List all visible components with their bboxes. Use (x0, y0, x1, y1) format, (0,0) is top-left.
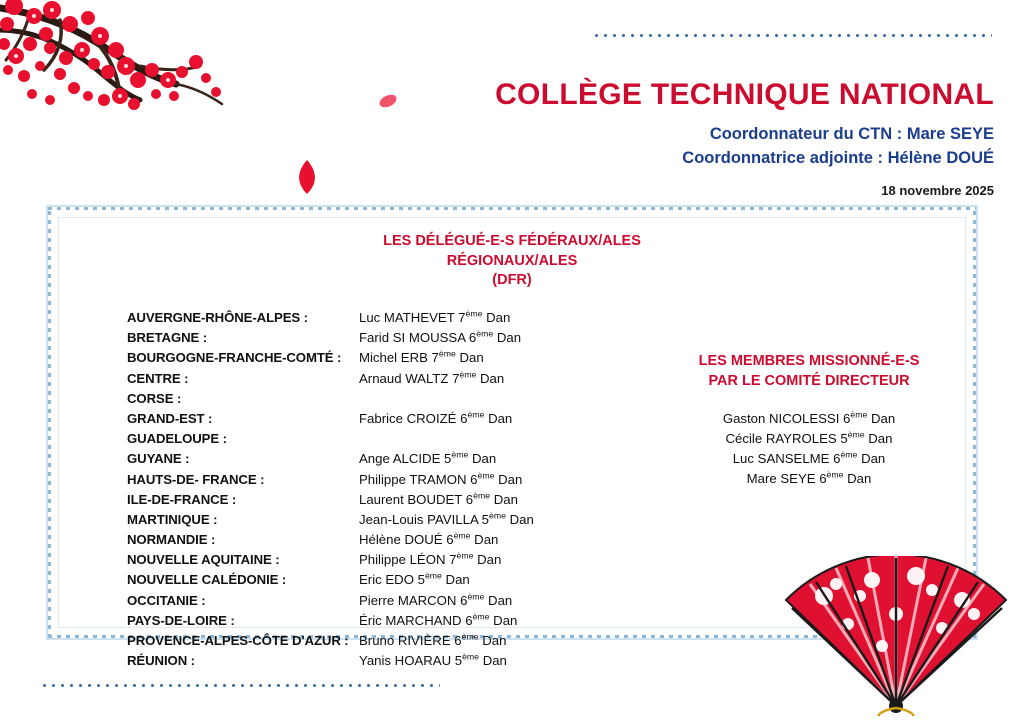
dfr-region: GRAND-EST : (127, 410, 213, 426)
dfr-name: Fabrice CROIZÉ 6ème Dan (359, 409, 513, 426)
deputy-coordinator-line: Coordonnatrice adjointe : Hélène DOUÉ (682, 148, 994, 167)
dfr-region: PROVENCE-ALPES-CÔTE D'AZUR : (127, 633, 349, 648)
coordinator-line: Coordonnateur du CTN : Mare SEYE (709, 125, 994, 143)
list-item (127, 593, 607, 613)
page-title: COLLÈGE TECHNIQUE NATIONAL (495, 78, 994, 111)
list-item (127, 310, 607, 330)
dfr-region: HAUTS-DE- FRANCE : (127, 471, 265, 487)
dfr-region: BOURGOGNE-FRANCHE-COMTÉ : (127, 350, 342, 366)
list-item (127, 633, 607, 653)
document-header (334, 78, 994, 198)
dfr-region: NORMANDIE : (127, 532, 216, 548)
dfr-name: Yanis HOARAU 5ème Dan (359, 651, 507, 669)
dfr-region: GUADELOUPE : (127, 431, 227, 447)
dfr-name: Ange ALCIDE 5ème Dan (359, 449, 497, 467)
dfr-heading-line-1: LES DÉLÉGUÉ-E-S FÉDÉRAUX/ALES (383, 233, 641, 249)
list-item (127, 472, 607, 492)
dfr-section-heading (59, 232, 965, 291)
dfr-region: RÉUNION : (127, 653, 195, 669)
dfr-name: Eric EDO 5ème Dan (359, 571, 470, 588)
dfr-region: NOUVELLE AQUITAINE : (127, 552, 280, 568)
dfr-region: NOUVELLE CALÉDONIE : (127, 572, 287, 588)
dfr-name: Michel ERB 7ème Dan (359, 348, 484, 366)
dfr-region: PAYS-DE-LOIRE : (127, 612, 235, 628)
blossom-centers (14, 8, 170, 98)
dfr-region: CORSE : (127, 390, 182, 406)
list-item (127, 552, 607, 572)
list-item (127, 613, 607, 633)
missioned-section-heading (659, 352, 959, 391)
dfr-heading-line-2: RÉGIONAUX/ALES (446, 252, 578, 269)
dfr-region: BRETAGNE : (127, 330, 208, 346)
list-item (127, 653, 607, 673)
cherry-blossom-branch-decoration (0, 0, 330, 180)
dfr-name: Laurent BOUDET 6ème Dan (359, 490, 518, 507)
list-item (127, 532, 607, 552)
dfr-name: Luc MATHEVET 7ème Dan (359, 308, 511, 325)
dotted-rule-top (592, 34, 992, 37)
missioned-members-section (659, 352, 959, 489)
content-panel (46, 205, 978, 669)
blossoms (0, 0, 221, 110)
branch-stems (0, 8, 222, 104)
dfr-name: Philippe LÉON 7ème Dan (359, 550, 502, 568)
dfr-name: Jean-Louis PAVILLA 5ème Dan (359, 510, 534, 527)
list-item: Cécile RAYROLES 5ème Dan (725, 429, 893, 447)
list-item (127, 512, 607, 532)
dfr-name: Philippe TRAMON 6ème Dan (359, 470, 523, 487)
dfr-list (127, 310, 607, 673)
list-item (127, 431, 607, 451)
list-item (127, 572, 607, 592)
list-item: Luc SANSELME 6ème Dan (732, 449, 886, 467)
list-item (127, 411, 607, 431)
list-item: Mare SEYE 6ème Dan (746, 469, 872, 487)
missioned-heading-line-1: LES MEMBRES MISSIONNÉ-E-S (698, 353, 920, 369)
list-item (127, 350, 607, 370)
list-item (127, 330, 607, 350)
document-date: 18 novembre 2025 (881, 182, 994, 198)
dotted-rule-bottom (40, 684, 440, 687)
missioned-heading-line-2: PAR LE COMITÉ DIRECTEUR (708, 372, 910, 389)
content-panel-inner (58, 217, 966, 669)
dfr-name: Pierre MARCON 6ème Dan (359, 591, 513, 608)
list-item (127, 451, 607, 471)
dfr-name: Éric MARCHAND 6ème Dan (359, 611, 518, 628)
dfr-region: ILE-DE-FRANCE : (127, 491, 237, 507)
dfr-region: GUYANE : (127, 451, 190, 467)
dfr-heading-line-3: (DFR) (492, 272, 532, 289)
falling-petal-icon (294, 160, 320, 199)
dfr-region: AUVERGNE-RHÔNE-ALPES : (127, 310, 308, 325)
dfr-region: MARTINIQUE : (127, 511, 218, 527)
list-item (127, 371, 607, 391)
dfr-name: Hélène DOUÉ 6ème Dan (359, 530, 499, 548)
dfr-name: Bruno RIVIÈRE 6ème Dan (359, 631, 507, 648)
dfr-region: CENTRE : (127, 370, 189, 386)
dfr-region: OCCITANIE : (127, 592, 206, 608)
list-item (127, 391, 607, 411)
dfr-name: Farid SI MOUSSA 6ème Dan (359, 328, 522, 346)
list-item (127, 492, 607, 512)
dfr-name: Arnaud WALTZ 7ème Dan (359, 369, 505, 386)
list-item: Gaston NICOLESSI 6ème Dan (722, 409, 896, 427)
